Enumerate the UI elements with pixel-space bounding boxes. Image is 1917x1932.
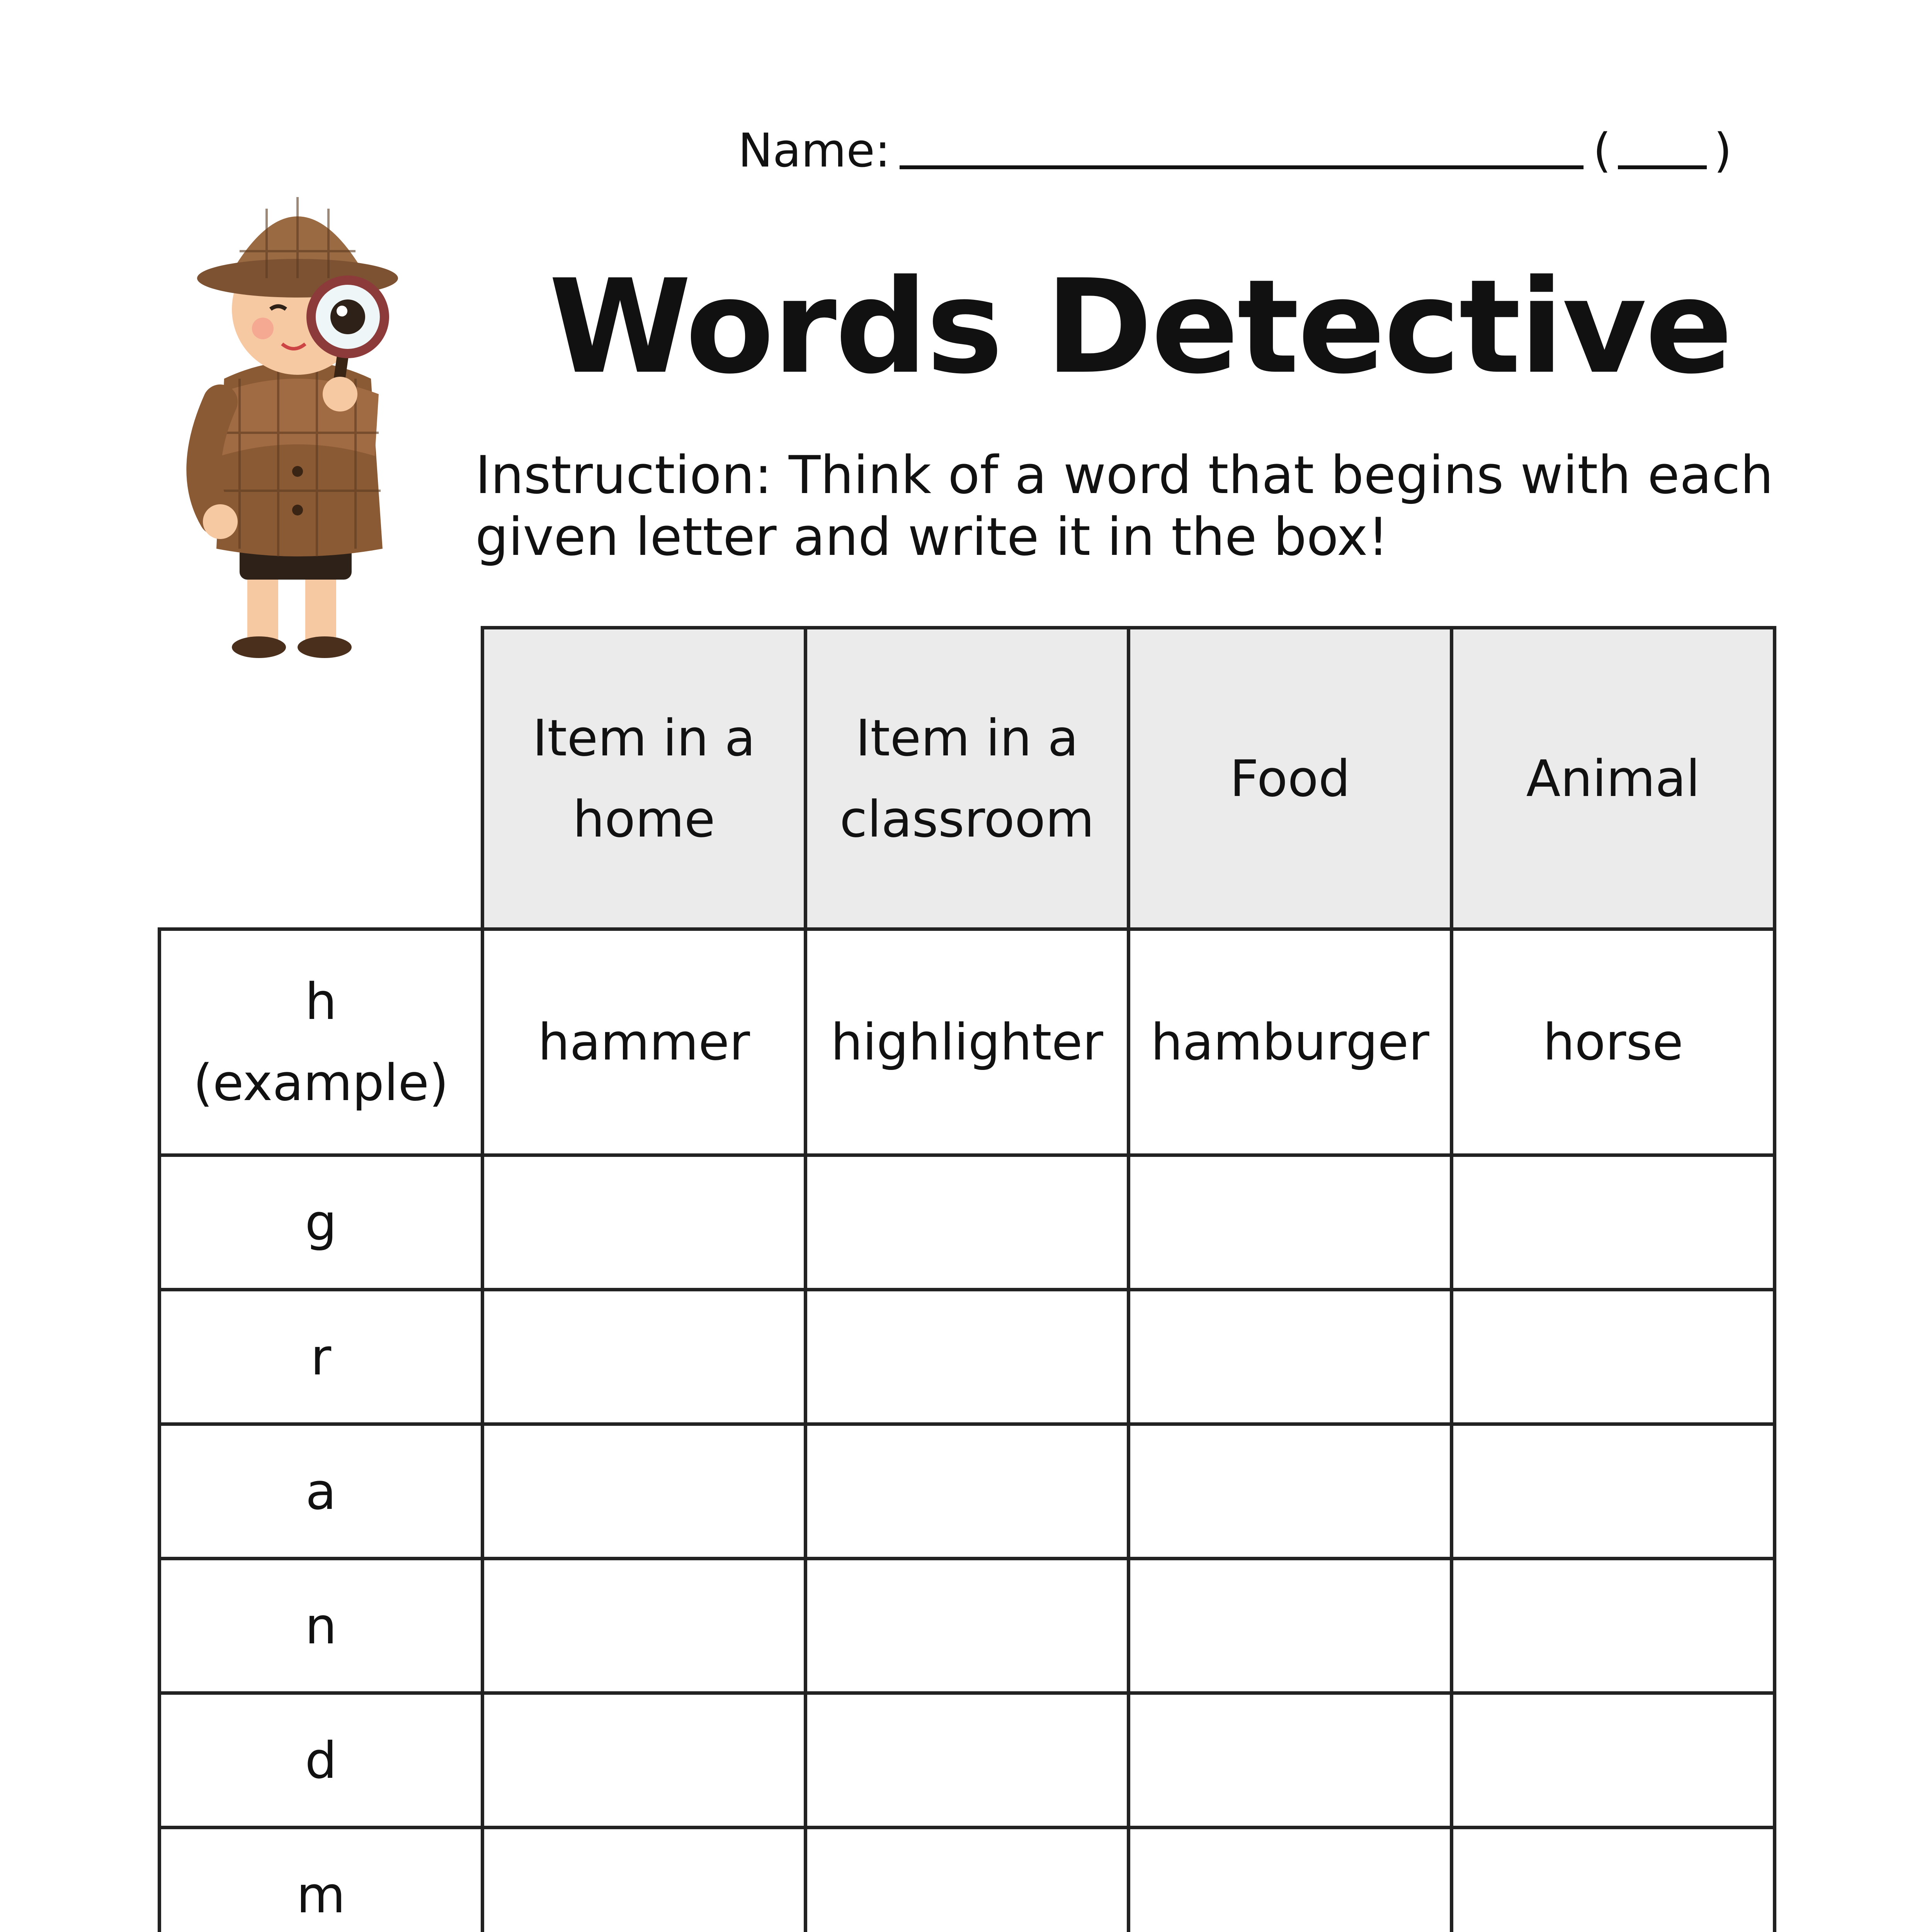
name-line bbox=[738, 116, 1732, 178]
example-answer-home: hammer bbox=[483, 929, 806, 1155]
table-row bbox=[160, 1290, 1775, 1424]
answer-cell[interactable] bbox=[1129, 1559, 1452, 1693]
column-header-food: Food bbox=[1129, 628, 1452, 929]
answer-cell[interactable] bbox=[1129, 1290, 1452, 1424]
answer-cell[interactable] bbox=[806, 1290, 1129, 1424]
example-note: (example) bbox=[193, 1053, 449, 1112]
answer-cell[interactable] bbox=[483, 1693, 806, 1828]
row-letter: n bbox=[160, 1559, 483, 1693]
column-header-classroom: Item in a classroom bbox=[806, 628, 1129, 929]
answer-cell[interactable] bbox=[806, 1693, 1129, 1828]
example-letter: h bbox=[305, 972, 337, 1031]
answer-cell[interactable] bbox=[1452, 1424, 1775, 1559]
answer-cell[interactable] bbox=[806, 1828, 1129, 1932]
column-header-home: Item in a home bbox=[483, 628, 806, 929]
answer-cell[interactable] bbox=[1129, 1693, 1452, 1828]
answer-cell[interactable] bbox=[483, 1559, 806, 1693]
name-label: Name: bbox=[738, 124, 891, 178]
table-row bbox=[160, 1693, 1775, 1828]
answer-cell[interactable] bbox=[1129, 1424, 1452, 1559]
example-answer-food: hamburger bbox=[1129, 929, 1452, 1155]
number-blank[interactable] bbox=[1618, 162, 1707, 169]
table-row bbox=[160, 1559, 1775, 1693]
answer-cell[interactable] bbox=[806, 1424, 1129, 1559]
example-letter-cell bbox=[160, 929, 483, 1155]
answer-cell[interactable] bbox=[806, 1155, 1129, 1290]
table-corner bbox=[160, 628, 483, 929]
answer-cell[interactable] bbox=[1129, 1828, 1452, 1932]
answer-cell[interactable] bbox=[483, 1155, 806, 1290]
answer-cell[interactable] bbox=[1452, 1828, 1775, 1932]
row-letter: g bbox=[160, 1155, 483, 1290]
page-title: Words Detective bbox=[549, 252, 1732, 403]
table-row bbox=[160, 1828, 1775, 1932]
row-letter: r bbox=[160, 1290, 483, 1424]
answer-cell[interactable] bbox=[483, 1424, 806, 1559]
answer-cell[interactable] bbox=[483, 1828, 806, 1932]
example-row bbox=[160, 929, 1775, 1155]
answer-cell[interactable] bbox=[1452, 1693, 1775, 1828]
column-header-animal: Animal bbox=[1452, 628, 1775, 929]
example-answer-classroom: highlighter bbox=[806, 929, 1129, 1155]
paren-close: ) bbox=[1714, 124, 1732, 178]
answer-cell[interactable] bbox=[1452, 1559, 1775, 1693]
row-letter: m bbox=[160, 1828, 483, 1932]
answer-cell[interactable] bbox=[483, 1290, 806, 1424]
table-row bbox=[160, 1424, 1775, 1559]
answer-cell[interactable] bbox=[1452, 1155, 1775, 1290]
detective-boy-illustration bbox=[182, 162, 421, 665]
paren-open: ( bbox=[1593, 124, 1611, 178]
row-letter: d bbox=[160, 1693, 483, 1828]
table-row bbox=[160, 1155, 1775, 1290]
header-row bbox=[160, 628, 1775, 929]
answer-cell[interactable] bbox=[1452, 1290, 1775, 1424]
answer-cell[interactable] bbox=[1129, 1155, 1452, 1290]
name-blank[interactable] bbox=[900, 162, 1584, 169]
row-letter: a bbox=[160, 1424, 483, 1559]
example-answer-animal: horse bbox=[1452, 929, 1775, 1155]
worksheet-table bbox=[158, 626, 1776, 1932]
instruction-text: Instruction: Think of a word that begins with each given letter and write it in the box! bbox=[475, 445, 1774, 567]
answer-cell[interactable] bbox=[806, 1559, 1129, 1693]
